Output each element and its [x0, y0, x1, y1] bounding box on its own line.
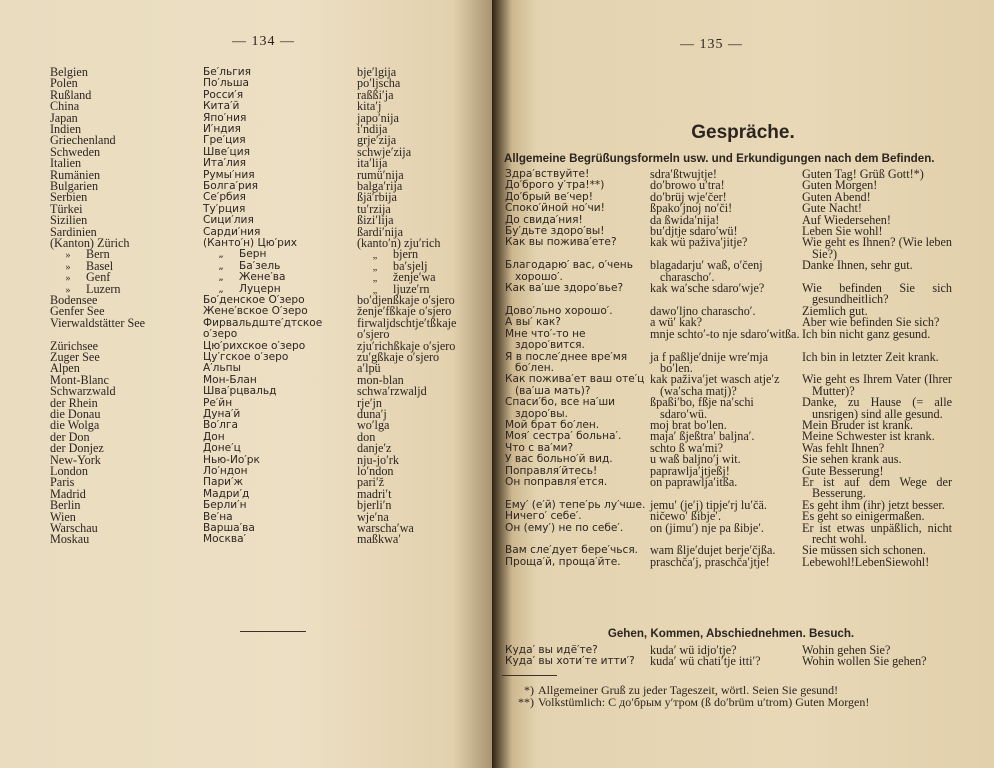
- cell-text: Болга′рия: [203, 180, 258, 192]
- cell-text: Zürichsee: [50, 338, 99, 353]
- cell-ru: [203, 500, 247, 511]
- cell-text: Варша′ва: [203, 522, 255, 534]
- phrase-ru: Куда′ вы хоти′те итти′?: [505, 655, 635, 668]
- cell-text: (Канто′н) Цю′рих: [203, 237, 297, 249]
- cell-text: o′sjero: [357, 327, 390, 342]
- footnote-text: Volkstümlich: С до′брым у′тром (ß do′brüm u′trom) Guten Morgen!: [538, 695, 870, 709]
- page-number: — 135 —: [680, 37, 743, 52]
- cell-text: der Don: [50, 429, 90, 444]
- phrase-tr: on paprawlja′itßa.: [650, 474, 738, 489]
- cell-text: Polen: [50, 76, 78, 91]
- ditto-mark: „: [372, 250, 378, 262]
- cell-text: Schwarzwald: [50, 384, 116, 399]
- cell-text: bjerli′n: [357, 498, 392, 513]
- cell-text: Rumänien: [50, 167, 101, 182]
- cell-text: Пари′ж: [203, 476, 244, 489]
- phrase-tr: jemu′ (je′j) tipje′rj lu′čä.: [650, 497, 767, 512]
- phrase-tr: kuda′ wü idjo′tje?: [650, 643, 737, 657]
- section-heading: Gehen, Kommen, Abschiednehmen. Besuch.: [607, 627, 855, 640]
- cell-de: [50, 534, 89, 545]
- cell-text: zu′gßkaje o′sjero: [357, 350, 440, 364]
- cell-text: Доне′ц: [203, 442, 241, 455]
- phrase-row: [505, 656, 965, 667]
- cell-text: ba′sjelj: [393, 258, 428, 273]
- cell-ru: [203, 272, 286, 283]
- cell-text: die Donau: [50, 407, 101, 421]
- cell-text: Genfer See: [50, 304, 105, 319]
- ditto-mark: „: [372, 261, 378, 273]
- phrase-ru: Я в после′днее вре′мя бо′лен.: [505, 350, 628, 374]
- cell-text: Ло′ндон: [203, 465, 248, 477]
- cell-text: ita′lija: [357, 156, 388, 171]
- cell-text: ženje′wa: [393, 270, 436, 285]
- cell-text: Бо′денское О′зеро: [203, 294, 305, 306]
- phrase-ru: Как пожива′ет ваш оте′ц (ва′ша мать)?: [505, 373, 645, 397]
- cell-text: Ре′йн: [203, 396, 233, 409]
- cell-text: ženje′fßkaje o′sjero: [357, 304, 452, 319]
- phrase-ru: Бу′дьте здоро′вы!: [505, 225, 605, 238]
- cell-text: Vierwaldstätter See: [50, 315, 146, 330]
- cell-text: wje′na: [357, 509, 389, 524]
- cell-ru: [203, 215, 254, 226]
- table-row: [0, 315, 492, 330]
- cell-ru: [203, 534, 246, 545]
- phrase-tr: da ßwida′nija!: [650, 212, 720, 227]
- phrase-ru: Мне что′-то не здоро′вится.: [505, 327, 586, 352]
- phrase-de: Ziemlich gut.: [802, 303, 868, 318]
- cell-text: zju′richßkaje o′sjero: [357, 338, 456, 353]
- cell-text: Italien: [50, 156, 82, 171]
- phrase-de: Ich bin in letzter Zeit krank.: [802, 349, 939, 364]
- phrase-row: [505, 203, 965, 214]
- cell-text: schwa′rzwaljd: [357, 384, 427, 399]
- phrase-row: [505, 554, 965, 569]
- phrase-de: Meine Schwester ist krank.: [802, 429, 935, 444]
- phrase-de: Leben Sie wohl!: [802, 224, 883, 239]
- ditto-mark: „: [372, 273, 378, 285]
- cell-text: po′ljscha: [357, 76, 401, 91]
- cell-text: pari′ž: [357, 475, 385, 490]
- phrase-row: [505, 374, 965, 397]
- footnote-mark: *): [524, 683, 534, 697]
- cell-text: Japan: [50, 110, 78, 125]
- phrase-de: Guten Tag! Grüß Gott!*): [802, 167, 924, 181]
- cell-de: [50, 315, 146, 330]
- phrase-ru: Он (ему′) не по себе′.: [505, 521, 624, 534]
- cell-text: danje′z: [357, 441, 392, 456]
- phrase-tr: praschča′j, praschča′jtje!: [650, 554, 770, 569]
- cell-text: maßkwa′: [357, 532, 401, 547]
- cell-text: i′ndija: [357, 122, 388, 136]
- phrase-ru: А вы′ как?: [505, 316, 561, 329]
- cell-text: firwaljdschtje′tßkaje: [357, 315, 457, 330]
- cell-text: ßjä′rbija: [357, 190, 397, 205]
- cell-text: a′lpü: [357, 361, 381, 376]
- footnote-text: Allgemeiner Gruß zu jeder Tageszeit, wörtl. Seien Sie gesund!: [538, 683, 839, 697]
- phrase-tr: moj brat bo′len.: [650, 417, 727, 432]
- cell-text: Genf: [86, 270, 111, 285]
- phrase-row: [505, 260, 965, 283]
- phrase-tr: do′browo u′tra!: [650, 178, 725, 193]
- cell-text: China: [50, 99, 80, 114]
- cell-text: Берн: [239, 248, 267, 261]
- phrase-de: Gute Nacht!: [802, 201, 862, 216]
- phrase-de: Guten Abend!: [802, 189, 871, 204]
- phrase-de: Sie sehen krank aus.: [802, 452, 902, 467]
- ditto-mark: „: [218, 283, 224, 295]
- phrase-de: Wohin wollen Sie gehen?: [802, 654, 927, 669]
- phrase-tr: on (jimu′) nje pa ßibje′.: [650, 520, 764, 535]
- cell-text: Berlin: [50, 498, 81, 513]
- phrase-ru: Поправля′йтесь!: [505, 464, 598, 477]
- phrase-row: [505, 237, 965, 260]
- footnote-mark: **): [518, 695, 534, 709]
- phrase-tr: kak wa′sche sdaro′wje?: [650, 281, 765, 296]
- cell-text: Madrid: [50, 486, 86, 501]
- ditto-mark: »: [65, 261, 71, 273]
- cell-text: Rußland: [50, 87, 92, 102]
- phrase-ru: У вас больно′й вид.: [505, 453, 613, 466]
- cell-text: kita′j: [357, 99, 382, 114]
- phrase-tr: do′brüj wje′čer!: [650, 189, 727, 204]
- phrase-row: [505, 431, 965, 442]
- phrase-de: Guten Morgen!: [802, 178, 878, 193]
- phrase-ru: Как ва′ше здоро′вье?: [505, 282, 624, 295]
- cell-text: Мадри′д: [203, 487, 250, 500]
- cell-text: Türkei: [50, 201, 83, 216]
- phrase-list-greetings: [505, 169, 965, 568]
- phrase-de: Danke Ihnen, sehr gut.: [802, 258, 913, 273]
- cell-text: ßizi′lija: [357, 213, 394, 228]
- cell-ru: [203, 386, 276, 397]
- ditto-mark: „: [218, 272, 224, 284]
- phrase-ru: Он поправля′ется.: [505, 475, 608, 488]
- cell-text: warscha′wa: [357, 521, 414, 535]
- phrase-ru: Спаси′бо, все на′ши здоро′вы.: [505, 396, 616, 420]
- cell-text: duna′j: [357, 407, 387, 421]
- cell-text: Bulgarien: [50, 179, 99, 193]
- cell-text: der Rhein: [50, 395, 98, 410]
- cell-text: Wien: [50, 509, 76, 524]
- cell-text: Ту′рция: [203, 202, 246, 215]
- phrase-ru: Моя′ сестра′ больна′.: [505, 430, 622, 443]
- cell-text: Сарди′ния: [203, 225, 261, 238]
- cell-text: Дон: [203, 430, 225, 443]
- cell-text: Фирвальдште′дтское: [203, 316, 323, 329]
- phrase-tr: u waß baljno′j wit.: [650, 452, 741, 467]
- phrase-ru: До′брый ве′чер!: [505, 190, 593, 203]
- cell-text: don: [357, 429, 376, 444]
- cell-text: Sizilien: [50, 213, 88, 228]
- cell-text: wo′lga: [357, 418, 390, 433]
- phrase-ru: Что с ва′ми?: [505, 441, 574, 454]
- cell-text: balga′rija: [357, 179, 403, 193]
- cell-text: Bern: [86, 247, 110, 262]
- cell-text: Ба′зель: [239, 259, 281, 272]
- cell-text: (kanto′n) zju′rich: [357, 236, 441, 250]
- phrase-ru: Здра′вствуйте!: [505, 168, 590, 180]
- cell-text: А′льпы: [203, 362, 241, 375]
- phrase-ru: Вам сле′дует бере′чься.: [505, 544, 639, 557]
- cell-text: Румы′ния: [203, 168, 255, 181]
- phrase-de: Wie geht es Ihnen? (Wie leben Sie?): [802, 235, 952, 261]
- phrase-ru: Как вы пожива′ете?: [505, 236, 617, 249]
- cell-text: nju-jo′rk: [357, 452, 399, 467]
- cell-text: bjern: [393, 247, 419, 262]
- phrase-ru: Ничего′ себе′.: [505, 510, 582, 523]
- phrase-de: Mein Bruder ist krank.: [802, 417, 914, 432]
- cell-text: Basel: [86, 258, 114, 273]
- cell-ru: [203, 158, 246, 169]
- cell-text: Жене′вское О′зеро: [203, 305, 308, 318]
- cell-text: Цу′гское о′зеро: [203, 351, 289, 363]
- cell-text: Serbien: [50, 190, 88, 205]
- cell-text: Zuger See: [50, 350, 100, 364]
- cell-text: japo′nija: [357, 110, 399, 125]
- ditto-mark: „: [218, 249, 224, 261]
- phrase-tr: kuda′ wü chati′tje itti′?: [650, 654, 761, 669]
- cell-text: Дуна′й: [203, 408, 241, 420]
- cell-ru: [203, 329, 237, 340]
- cell-text: Mont-Blanc: [50, 372, 109, 387]
- section-heading: Allgemeine Begrüßungsformeln usw. und Erkundigungen nach dem Befinden.: [504, 152, 935, 165]
- cell-text: raßßi′ja: [357, 87, 394, 102]
- cell-text: Ита′лия: [203, 157, 247, 170]
- cell-text: Paris: [50, 475, 75, 490]
- phrase-de: Wie befinden Sie sich gesundheitlich?: [802, 281, 952, 307]
- phrase-de: Sie müssen sich schonen.: [802, 543, 926, 558]
- cell-text: Нью-Ио′рк: [203, 453, 260, 466]
- phrase-tr: ßpako′jnoj no′či!: [650, 201, 733, 216]
- phrase-de: Lebewohl!LebenSiewohl!: [802, 554, 930, 569]
- phrase-row: [505, 349, 965, 375]
- cell-ru: [203, 101, 239, 112]
- right-page-135: [492, 0, 994, 768]
- footnote-rule: [502, 675, 557, 676]
- cell-text: Luzern: [86, 281, 121, 296]
- cell-text: grje′zija: [357, 133, 397, 148]
- cell-text: New-York: [50, 452, 101, 467]
- table-row: [0, 534, 492, 545]
- phrase-row: [505, 474, 965, 501]
- cell-text: Кита′й: [203, 100, 240, 113]
- phrase-ru: Благодарю′ вас, о′чень хорошо′.: [505, 259, 633, 283]
- cell-text: Moskau: [50, 532, 90, 547]
- phrase-de: Wohin gehen Sie?: [802, 643, 891, 657]
- end-rule: [240, 631, 306, 632]
- cell-text: Indien: [50, 122, 82, 136]
- ditto-mark: »: [65, 284, 71, 296]
- left-page-134: [0, 0, 492, 768]
- phrase-tr: kak paživa′jet wasch atje′z (wa′scha matj)?: [650, 372, 780, 398]
- cell-ru: [203, 443, 241, 454]
- phrase-de: Ich bin nicht ganz gesund.: [802, 326, 931, 341]
- cell-text: madri′t: [357, 486, 392, 501]
- cell-text: Берли′н: [203, 499, 247, 512]
- cell-text: rumü′nija: [357, 167, 404, 182]
- phrase-row: [505, 454, 965, 465]
- phrase-ru: Споко′йной но′чи!: [505, 202, 605, 215]
- cell-text: Москва′: [203, 533, 246, 546]
- cell-text: Belgien: [50, 65, 88, 79]
- phrase-tr: paprawlja′jtjeßj!: [650, 463, 730, 478]
- cell-text: Мон-Блан: [203, 373, 257, 386]
- phrase-ru: До′брого у′тра!**): [505, 179, 605, 192]
- cell-text: die Wolga: [50, 418, 100, 433]
- phrase-row: [505, 397, 965, 420]
- phrase-tr: bu′djtje sdaro′wü!: [650, 224, 738, 239]
- phrase-row: [505, 283, 965, 306]
- phrase-tr: a wü′ kak?: [650, 315, 703, 330]
- phrase-tr: ßpaßi′bo, fßje na′schi sdaro′wü.: [650, 395, 754, 421]
- phrase-ru: Проща′й, проща′йте.: [505, 555, 621, 568]
- cell-text: ßardi′nija: [357, 224, 403, 239]
- phrase-de: Er ist auf dem Wege der Besserung.: [802, 474, 952, 501]
- ditto-mark: »: [65, 273, 71, 285]
- cell-text: Росси′я: [203, 88, 244, 101]
- phrase-tr: ja f paßlje′dnije wre′mja bo′len.: [650, 349, 769, 375]
- phrase-tr: wam ßlje′dujet berje′čjßa.: [650, 543, 776, 558]
- cell-text: Бе′льгия: [203, 66, 252, 78]
- cell-text: Griechenland: [50, 133, 116, 148]
- cell-text: Шве′ция: [203, 145, 250, 158]
- cell-text: bje′lgija: [357, 65, 397, 79]
- cell-text: Япо′ния: [203, 111, 247, 124]
- phrase-tr: ničewo′ ßibje′.: [650, 509, 721, 524]
- phrase-tr: mnje schto′-to nje sdaro′witßa.: [650, 326, 800, 341]
- cell-text: Жене′ва: [239, 271, 286, 284]
- cell-text: Се′рбия: [203, 191, 246, 204]
- ditto-mark: „: [218, 260, 224, 272]
- cell-text: Сици′лия: [203, 214, 254, 227]
- phrase-ru: Дово′льно хорошо′.: [505, 304, 613, 317]
- phrase-de: Es geht so einigermaßen.: [802, 509, 925, 524]
- ditto-mark: »: [65, 250, 71, 262]
- cell-text: bo′djenßkaje o′sjero: [357, 293, 455, 307]
- cell-text: Гре′ция: [203, 134, 246, 147]
- cell-text: rje′jn: [357, 395, 382, 410]
- cell-text: schwje′zija: [357, 144, 412, 159]
- page-number: — 134 —: [232, 34, 295, 49]
- phrase-tr: schto ß wa′mi?: [650, 440, 724, 455]
- phrase-ru: Мой брат бо′лен.: [505, 418, 600, 431]
- footnote: [512, 696, 869, 708]
- cell-text: lo′ndon: [357, 464, 394, 478]
- cell-text: der Donjez: [50, 441, 104, 456]
- phrase-de: Wie geht es Ihrem Vater (Ihrer Mutter)?: [802, 372, 952, 398]
- phrase-ru: Ему′ (е′й) тепе′рь лу′чше.: [505, 498, 646, 511]
- cell-text: Во′лга: [203, 419, 238, 432]
- phrase-tr: dawo′ljno charascho′.: [650, 303, 756, 318]
- chapter-title: Gespräche.: [691, 122, 795, 143]
- phrase-tr: kak wü paživa′jitje?: [650, 235, 748, 250]
- phrase-row: [505, 326, 965, 352]
- ditto-mark: „: [372, 284, 378, 296]
- cell-text: tu′rzija: [357, 201, 391, 216]
- cell-text: ljuze′rn: [393, 281, 430, 296]
- cell-text: mon-blan: [357, 372, 404, 387]
- phrase-de: Auf Wiedersehen!: [802, 212, 891, 227]
- cell-text: Alpen: [50, 361, 80, 376]
- phrase-ru: До свида′ния!: [505, 213, 583, 226]
- phrase-de: Aber wie befinden Sie sich?: [802, 315, 940, 330]
- phrase-tr: sdra′ßtwujtje!: [650, 167, 717, 181]
- cell-text: Bodensee: [50, 293, 98, 307]
- phrase-de: Gute Besserung!: [802, 463, 884, 478]
- cell-text: (Kanton) Zürich: [50, 236, 130, 250]
- cell-text: Луцерн: [239, 282, 281, 295]
- cell-text: Шва′рцвальд: [203, 385, 277, 398]
- cell-text: Sardinien: [50, 224, 97, 239]
- phrase-de: Danke, zu Hause (= alle unsrigen) sind alle gesund.: [802, 395, 952, 421]
- phrase-row: [505, 520, 965, 546]
- cell-text: И′ндия: [203, 123, 241, 135]
- cell-text: Цю′рихское о′зеро: [203, 339, 306, 352]
- phrase-list-going: [505, 645, 965, 668]
- cell-text: По′льша: [203, 77, 250, 90]
- phrase-tr: maja′ ßjeßtra′ baljna′.: [650, 429, 755, 444]
- cell-text: Ве′на: [203, 510, 233, 523]
- cell-tr: [357, 534, 401, 545]
- phrase-de: Es geht ihm (ihr) jetzt besser.: [802, 497, 945, 512]
- cell-text: Warschau: [50, 521, 98, 535]
- phrase-tr: blagadarju′ waß, o′čenj charascho′.: [650, 258, 763, 284]
- cell-text: о′зеро: [203, 328, 238, 341]
- cell-text: Schweden: [50, 144, 101, 159]
- cell-text: London: [50, 464, 88, 478]
- phrase-ru: Куда′ вы идё′те?: [505, 644, 598, 656]
- phrase-de: Was fehlt Ihnen?: [802, 440, 885, 455]
- phrase-de: Er ist etwas unpäßlich, nicht recht wohl.: [802, 520, 952, 546]
